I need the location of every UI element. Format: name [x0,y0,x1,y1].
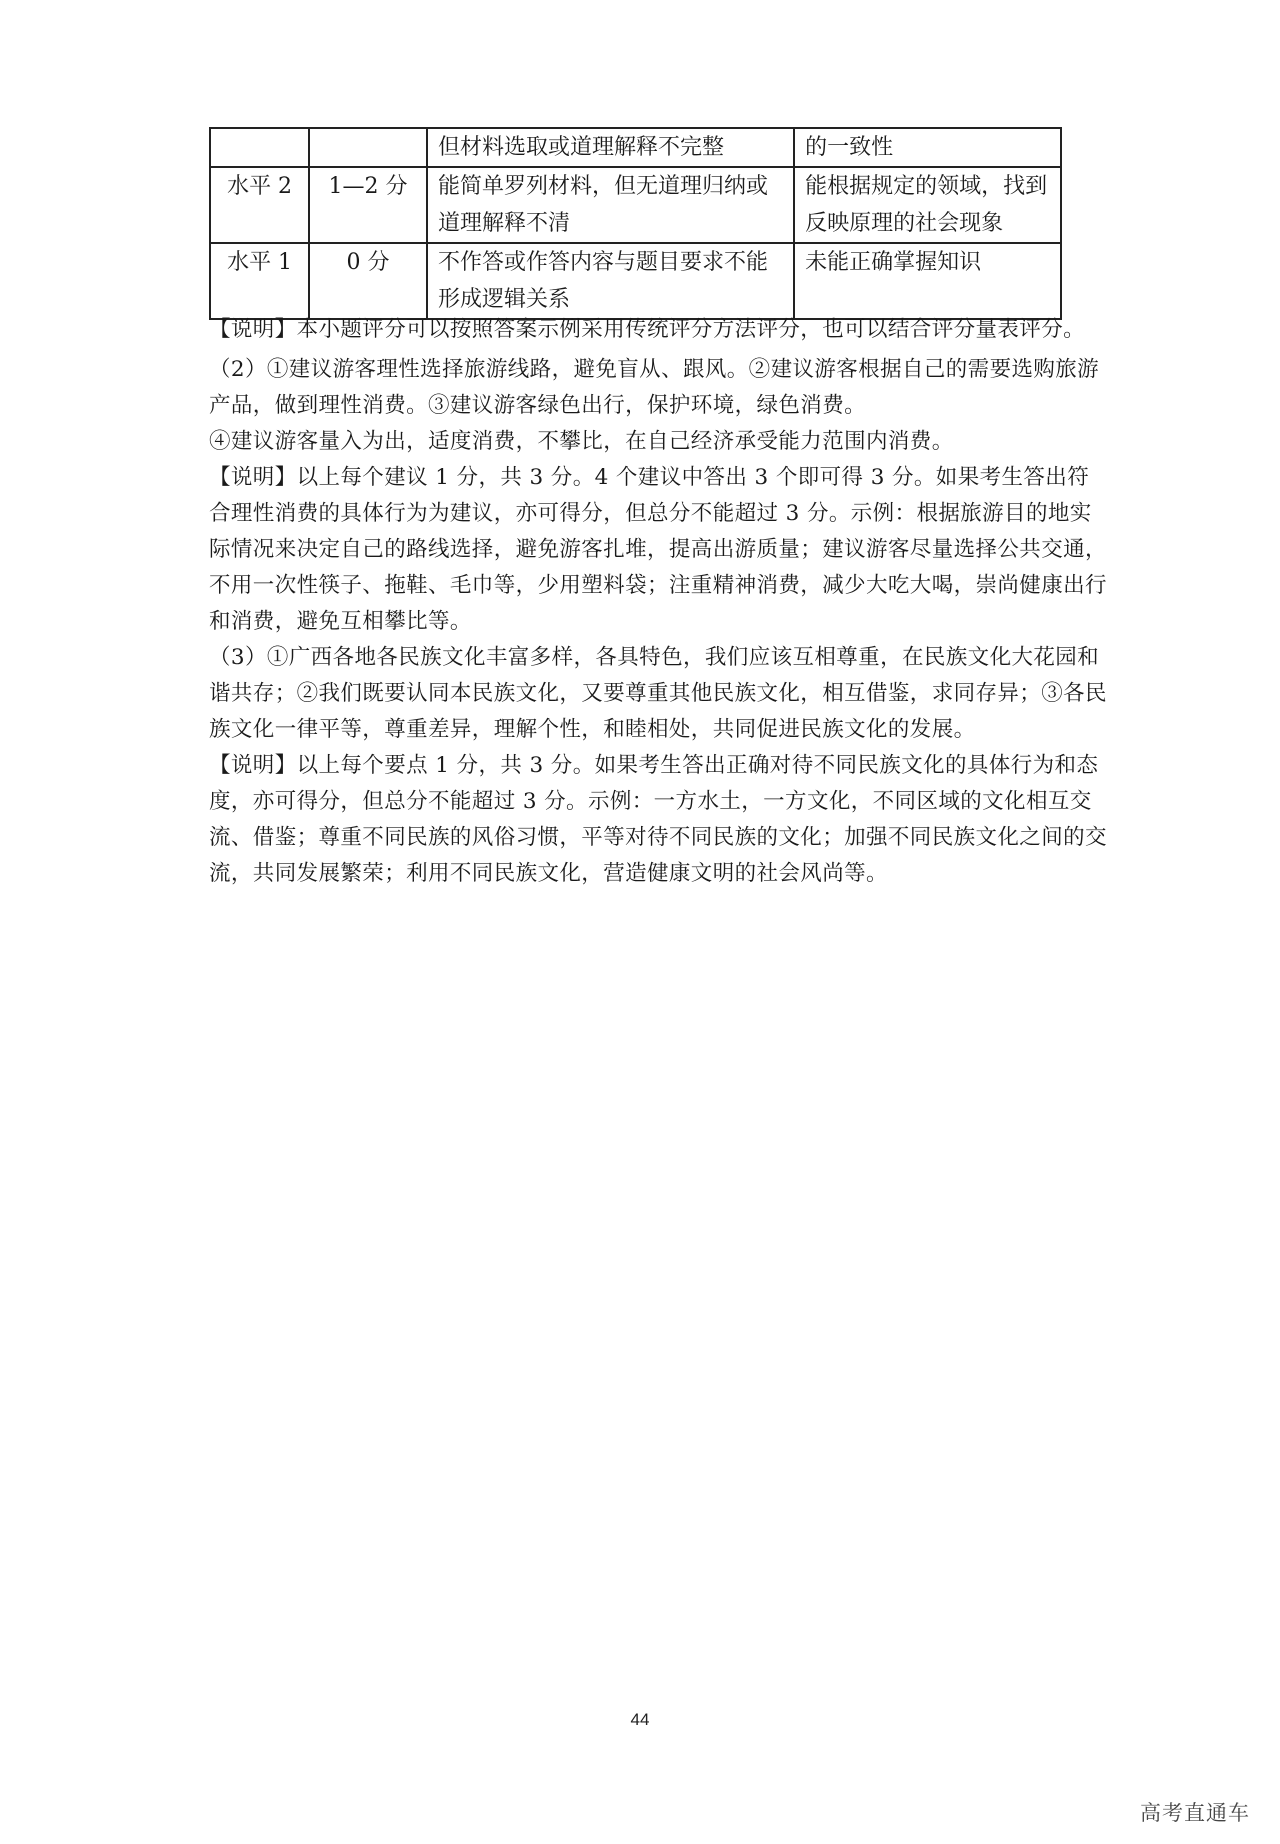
description-cell: 能简单罗列材料，但无道理归纳或道理解释不清 [427,167,794,243]
answer-paragraph-2: （2）①建议游客理性选择旅游线路，避免盲从、跟风。②建议游客根据自己的需要选购旅游产品，做到理性消费。③建议游客绿色出行，保护环境，绿色消费。 [209,357,1100,418]
answer-paragraph-2-point-4: ④建议游客量入为出，适度消费，不攀比，在自己经济承受能力范围内消费。 [209,429,954,454]
note-paragraph: 【说明】以上每个建议 1 分，共 3 分。4 个建议中答出 3 个即可得 3 分。如果考生答出符合理性消费的具体行为为建议，亦可得分，但总分不能超过 3 分。示例：根据旅游目的地实际情况来决定自己的路线选择，避免游客扎堆，提高出游质量；建议游客尽量选择公共交通，不用一次性筷子、拖鞋、毛巾等，少用塑料袋；注重精神消费，减少大吃大喝，崇尚健康出行和消费，避免互相攀比等。 [209,465,1107,634]
scoring-rubric-table [209,127,1062,320]
answer-paragraph-3: （3）①广西各地各民族文化丰富多样，各具特色，我们应该互相尊重，在民族文化大花园和谐共存；②我们既要认同本民族文化，又要尊重其他民族文化，相互借鉴，求同存异；③各民族文化一律平等，尊重差异，理解个性，和睦相处，共同促进民族文化的发展。 [209,645,1107,742]
level-cell [210,128,309,167]
level-cell: 水平 2 [210,167,309,243]
answer-body [209,312,1109,892]
page-number: 44 [630,1710,650,1729]
score-cell: 1—2 分 [309,167,427,243]
score-cell: 0 分 [309,243,427,319]
note-paragraph: 【说明】以上每个要点 1 分，共 3 分。如果考生答出正确对待不同民族文化的具体行为和态度，亦可得分，但总分不能超过 3 分。示例：一方水土，一方文化，不同区域的文化相互交流、借鉴；尊重不同民族的风俗习惯，平等对待不同民族的文化；加强不同民族文化之间的交流，共同发展繁荣；利用不同民族文化，营造健康文明的社会风尚等。 [209,753,1107,886]
score-cell [309,128,427,167]
table-row [210,128,1061,167]
watermark: 高考直通车 [1140,1801,1250,1825]
table-row [210,243,1061,319]
requirement-cell: 能根据规定的领域，找到反映原理的社会现象 [794,167,1061,243]
requirement-cell: 的一致性 [794,128,1061,167]
level-cell: 水平 1 [210,243,309,319]
description-cell: 但材料选取或道理解释不完整 [427,128,794,167]
requirement-cell: 未能正确掌握知识 [794,243,1061,319]
table-row [210,167,1061,243]
description-cell: 不作答或作答内容与题目要求不能形成逻辑关系 [427,243,794,319]
note-paragraph: 【说明】本小题评分可以按照答案示例采用传统评分方法评分，也可以结合评分量表评分。 [209,317,1086,342]
